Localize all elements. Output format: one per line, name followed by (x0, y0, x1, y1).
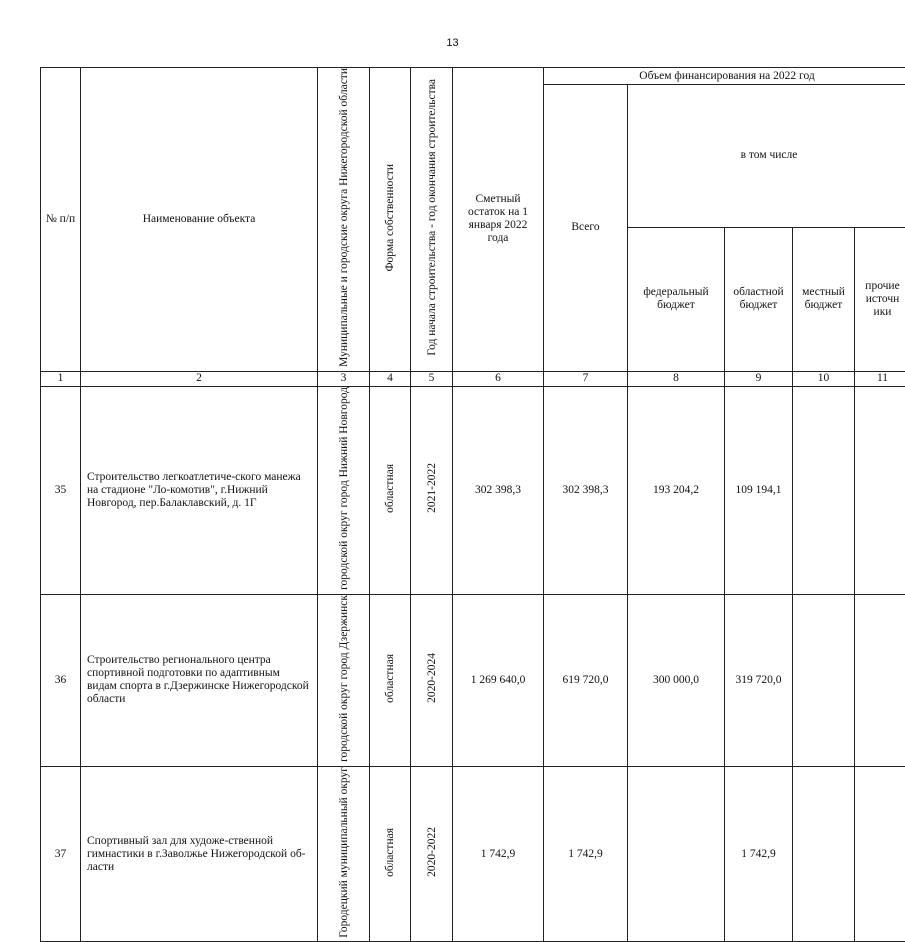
row-num: 35 (41, 386, 81, 594)
row-name: Строительство регионального центра спортивной подготовки по адаптивным видам спорта в г.Дзержинске Нижегородской области (81, 594, 318, 766)
header-balance: Сметный остаток на 1 января 2022 года (453, 68, 544, 372)
row-total: 1 742,9 (544, 766, 628, 942)
header-municipality: Муниципальные и городские округа Нижегородской области (318, 68, 370, 372)
column-number: 8 (628, 371, 725, 386)
column-number: 7 (544, 371, 628, 386)
header-federal: федеральный бюджет (628, 227, 725, 371)
row-ownership: областная (370, 766, 411, 942)
column-number: 1 (41, 371, 81, 386)
header-regional: областной бюджет (725, 227, 793, 371)
header-local: местный бюджет (793, 227, 855, 371)
row-years: 2021-2022 (411, 386, 453, 594)
row-balance: 302 398,3 (453, 386, 544, 594)
column-number: 2 (81, 371, 318, 386)
row-federal: 300 000,0 (628, 594, 725, 766)
financing-table (40, 67, 905, 942)
row-ownership: областная (370, 386, 411, 594)
row-federal (628, 766, 725, 942)
column-number: 11 (855, 371, 905, 386)
row-balance: 1 269 640,0 (453, 594, 544, 766)
row-balance: 1 742,9 (453, 766, 544, 942)
row-municipality: городской округ город Дзержинск (318, 594, 370, 766)
header-including: в том числе (628, 85, 905, 228)
row-total: 302 398,3 (544, 386, 628, 594)
row-other (855, 386, 905, 594)
page-number: 13 (0, 37, 905, 49)
table-row (41, 386, 905, 594)
row-municipality: городской округ город Нижний Новгород (318, 386, 370, 594)
row-name: Строительство легкоатлетиче-ского манежа на стадионе "Ло-комотив", г.Нижний Новгород, пер.Балаклавский, д. 1Г (81, 386, 318, 594)
row-other (855, 594, 905, 766)
header-ownership: Форма собственности (370, 68, 411, 372)
column-number: 3 (318, 371, 370, 386)
row-municipality: Городецкий муниципальный округ (318, 766, 370, 942)
column-numbers-row (41, 371, 905, 386)
row-regional: 319 720,0 (725, 594, 793, 766)
column-number: 9 (725, 371, 793, 386)
column-number: 4 (370, 371, 411, 386)
header-total: Всего (544, 85, 628, 372)
header-financing: Объем финансирования на 2022 год (544, 68, 905, 85)
column-number: 10 (793, 371, 855, 386)
column-number: 6 (453, 371, 544, 386)
row-total: 619 720,0 (544, 594, 628, 766)
header-name: Наименование объекта (81, 68, 318, 372)
row-num: 37 (41, 766, 81, 942)
row-federal: 193 204,2 (628, 386, 725, 594)
table-row (41, 766, 905, 942)
column-number: 5 (411, 371, 453, 386)
table-row (41, 594, 905, 766)
header-num: № п/п (41, 68, 81, 372)
row-other (855, 766, 905, 942)
row-ownership: областная (370, 594, 411, 766)
row-regional: 1 742,9 (725, 766, 793, 942)
row-local (793, 594, 855, 766)
header-years: Год начала строительства - год окончания строительства (411, 68, 453, 372)
row-years: 2020-2022 (411, 766, 453, 942)
header-other: прочие источн ики (855, 227, 905, 371)
row-num: 36 (41, 594, 81, 766)
row-regional: 109 194,1 (725, 386, 793, 594)
row-years: 2020-2024 (411, 594, 453, 766)
row-local (793, 386, 855, 594)
row-name: Спортивный зал для художе-ственной гимнастики в г.Заволжье Нижегородской об-ласти (81, 766, 318, 942)
row-local (793, 766, 855, 942)
